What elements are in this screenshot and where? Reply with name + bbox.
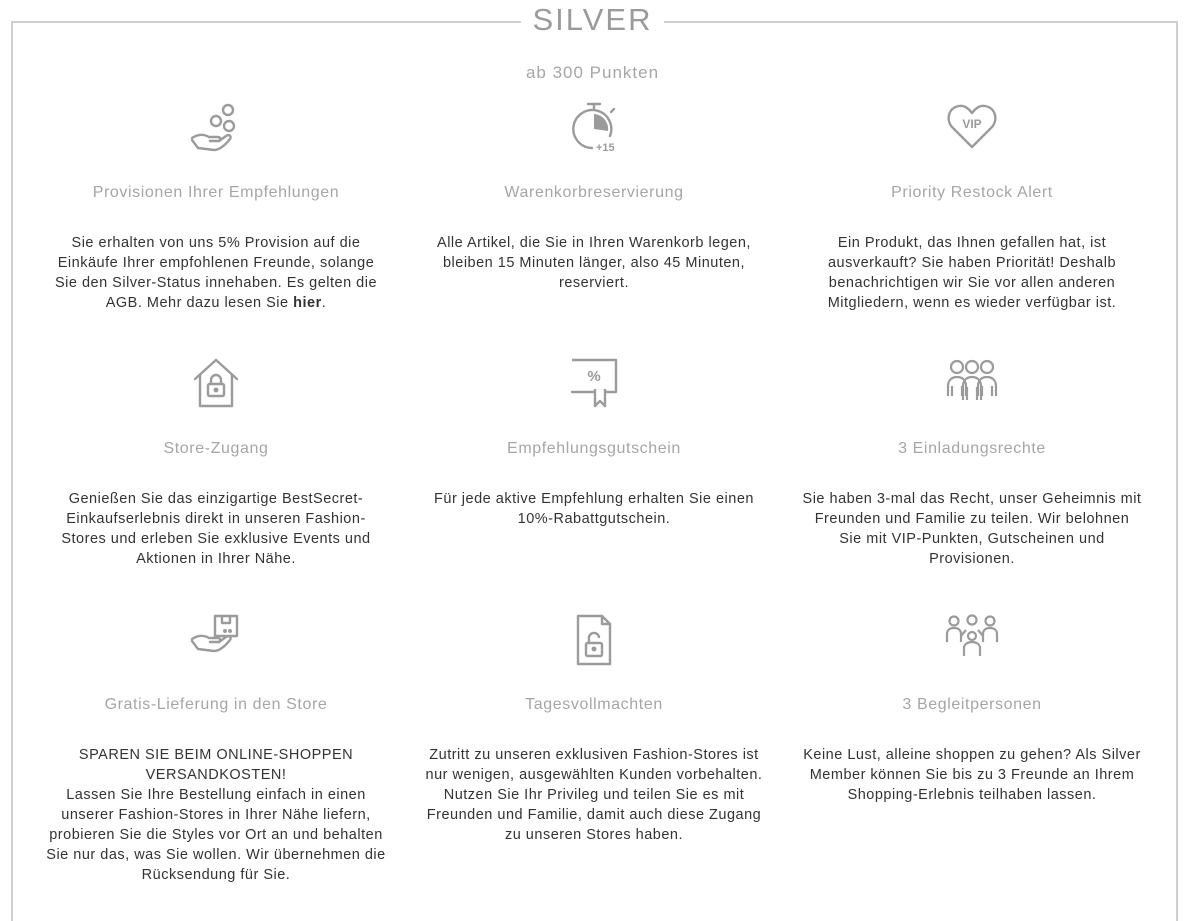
house-lock-icon bbox=[188, 356, 244, 412]
stopwatch-plus15-icon bbox=[566, 100, 622, 156]
benefit-title: Provisionen Ihrer Empfehlungen bbox=[92, 184, 340, 201]
tier-title bbox=[0, 2, 1185, 44]
benefit-description: Keine Lust, alleine shoppen zu gehen? Als Silver Member können Sie bis zu 3 Freunde an Ihrem Shopping-Erlebnis teilhaben lassen. bbox=[803, 747, 1141, 803]
benefit-title: Warenkorbreservierung bbox=[504, 184, 684, 201]
benefit-title: Priority Restock Alert bbox=[891, 184, 1053, 201]
benefit-title: Store-Zugang bbox=[163, 440, 269, 457]
benefit-description: Zutritt zu unseren exklusiven Fashion-Stores ist nur wenigen, ausgewählten Kunden vorbehalten. Nutzen Sie Ihr Privileg und teilen Sie es mit Freunden und Familie, damit auch diese Zugang zu unseren Stores haben. bbox=[425, 747, 763, 843]
vip-heart-icon bbox=[944, 100, 1000, 156]
benefit-description: Ein Produkt, das Ihnen gefallen hat, ist ausverkauft? Sie haben Priorität! Deshalb benachrichtigen wir Sie vor allen anderen Mitgliedern, wenn es wieder verfügbar ist. bbox=[827, 235, 1117, 311]
svg-text:+15: +15 bbox=[596, 142, 615, 154]
document-lock-icon bbox=[566, 612, 622, 668]
percent-voucher-icon bbox=[566, 356, 622, 412]
benefit-title: 3 Begleitpersonen bbox=[902, 696, 1042, 713]
svg-text:VIP: VIP bbox=[962, 117, 982, 131]
benefit-description: SPAREN SIE BEIM ONLINE-SHOPPEN VERSANDKOSTEN! Lassen Sie Ihre Bestellung einfach in einen unserer Fashion-Stores in Ihrer Nähe liefern, probieren Sie die Styles vor Ort an und behalten Sie nur das, was Sie wollen. Wir übernehmen die Rücksendung für Sie. bbox=[46, 747, 386, 883]
benefit-title: Gratis-Lieferung in den Store bbox=[104, 696, 328, 713]
benefit-title: Tagesvollmachten bbox=[525, 696, 663, 713]
hand-package-icon bbox=[188, 612, 244, 668]
benefit-description: Für jede aktive Empfehlung erhalten Sie einen 10%-Rabattgutschein. bbox=[434, 491, 754, 527]
benefit-description: Genießen Sie das einzigartige BestSecret-Einkaufserlebnis direkt in unseren Fashion-Stores und erleben Sie exklusive Events und Aktionen in Ihrer Nähe. bbox=[61, 491, 371, 567]
tier-points-label: ab 300 Punkten bbox=[525, 63, 660, 82]
benefit-title: 3 Einladungsrechte bbox=[898, 440, 1046, 457]
benefit-description: Sie erhalten von uns 5% Provision auf die Einkäufe Ihrer empfohlenen Freunde, solange Sie den Silver-Status innehaben. Es gelten die AGB. Mehr dazu lesen Sie hier. bbox=[54, 235, 378, 311]
three-people-icon bbox=[944, 356, 1000, 412]
benefit-description: Alle Artikel, die Sie in Ihren Warenkorb legen, bleiben 15 Minuten länger, also 45 Minuten, reserviert. bbox=[437, 235, 751, 291]
coins-hand-icon bbox=[188, 100, 244, 156]
hier-link[interactable]: hier bbox=[293, 295, 322, 311]
svg-text:%: % bbox=[587, 368, 601, 385]
tier-name: SILVER bbox=[521, 2, 665, 38]
benefit-description: Sie haben 3-mal das Recht, unser Geheimnis mit Freunden und Familie zu teilen. Wir belohnen Sie mit VIP-Punkten, Gutscheinen und Provisionen. bbox=[802, 491, 1142, 567]
benefit-title: Empfehlungsgutschein bbox=[507, 440, 681, 457]
group-people-icon bbox=[944, 612, 1000, 668]
